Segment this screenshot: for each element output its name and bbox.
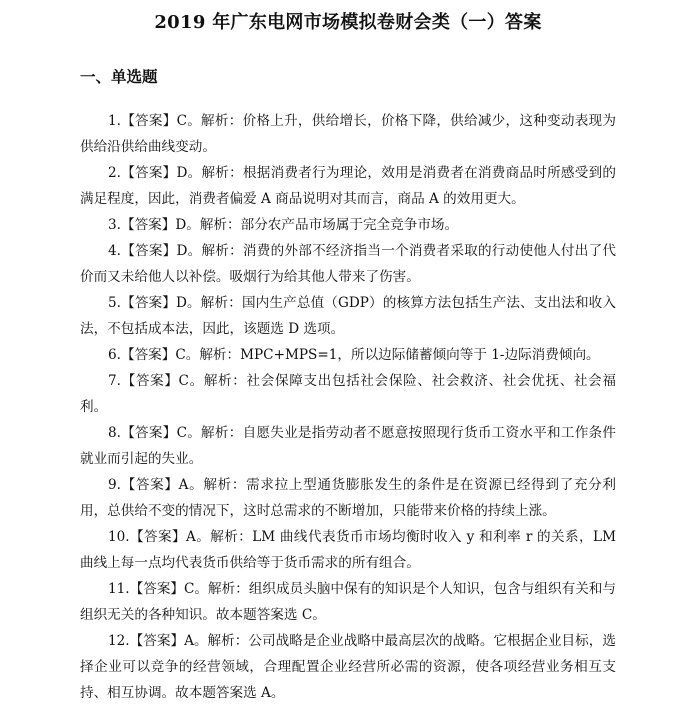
answer-item-3: 3.【答案】D。解析：部分农产品市场属于完全竞争市场。 [108, 217, 459, 233]
answer-item-7: 7.【答案】C。解析：社会保障支出包括社会保险、社会救济、社会优抚、社会福利。 [80, 373, 616, 415]
answer-item-10: 10.【答案】A。解析：LM 曲线代表货币市场均衡时收入 y 和利率 r 的关系，LM 曲线上每一点均代表货币供给等于货币需求的所有组合。 [80, 529, 616, 571]
answer-item-9: 9.【答案】A。解析：需求拉上型通货膨胀发生的条件是在资源已经得到了充分利用，总供给不变的情况下，这时总需求的不断增加，只能带来价格的持续上涨。 [80, 477, 616, 519]
answer-list [80, 108, 616, 706]
answer-item-5: 5.【答案】D。解析：国内生产总值（GDP）的核算方法包括生产法、支出法和收入法，不包括成本法，因此，该题选 D 选项。 [80, 295, 616, 337]
answer-item-1: 1.【答案】C。解析：价格上升，供给增长，价格下降，供给减少，这种变动表现为供给沿供给曲线变动。 [80, 113, 616, 155]
answer-item-11: 11.【答案】C。解析：组织成员头脑中保有的知识是个人知识，包含与组织有关和与组织无关的各种知识。故本题答案选 C。 [80, 581, 616, 623]
section-heading: 一、单选题 [80, 67, 158, 86]
answer-item-8: 8.【答案】C。解析：自愿失业是指劳动者不愿意按照现行货币工资水平和工作条件就业而引起的失业。 [80, 425, 616, 467]
answer-item-2: 2.【答案】D。解析：根据消费者行为理论，效用是消费者在消费商品时所感受到的满足程度，因此，消费者偏爱 A 商品说明对其而言，商品 A 的效用更大。 [80, 165, 616, 207]
answer-item-4: 4.【答案】D。解析：消费的外部不经济指当一个消费者采取的行动使他人付出了代价而又未给他人以补偿。吸烟行为给其他人带来了伤害。 [80, 243, 616, 285]
answer-item-12: 12.【答案】A。解析：公司战略是企业战略中最高层次的战略。它根据企业目标，选择企业可以竞争的经营领域，合理配置企业经营所必需的资源，使各项经营业务相互支持、相互协调。故本题答案选 A。 [80, 633, 616, 701]
answer-item-6: 6.【答案】C。解析：MPC+MPS=1，所以边际储蓄倾向等于 1-边际消费倾向。 [108, 347, 600, 363]
document-title: 2019 年广东电网市场模拟卷财会类（一）答案 [154, 12, 542, 33]
